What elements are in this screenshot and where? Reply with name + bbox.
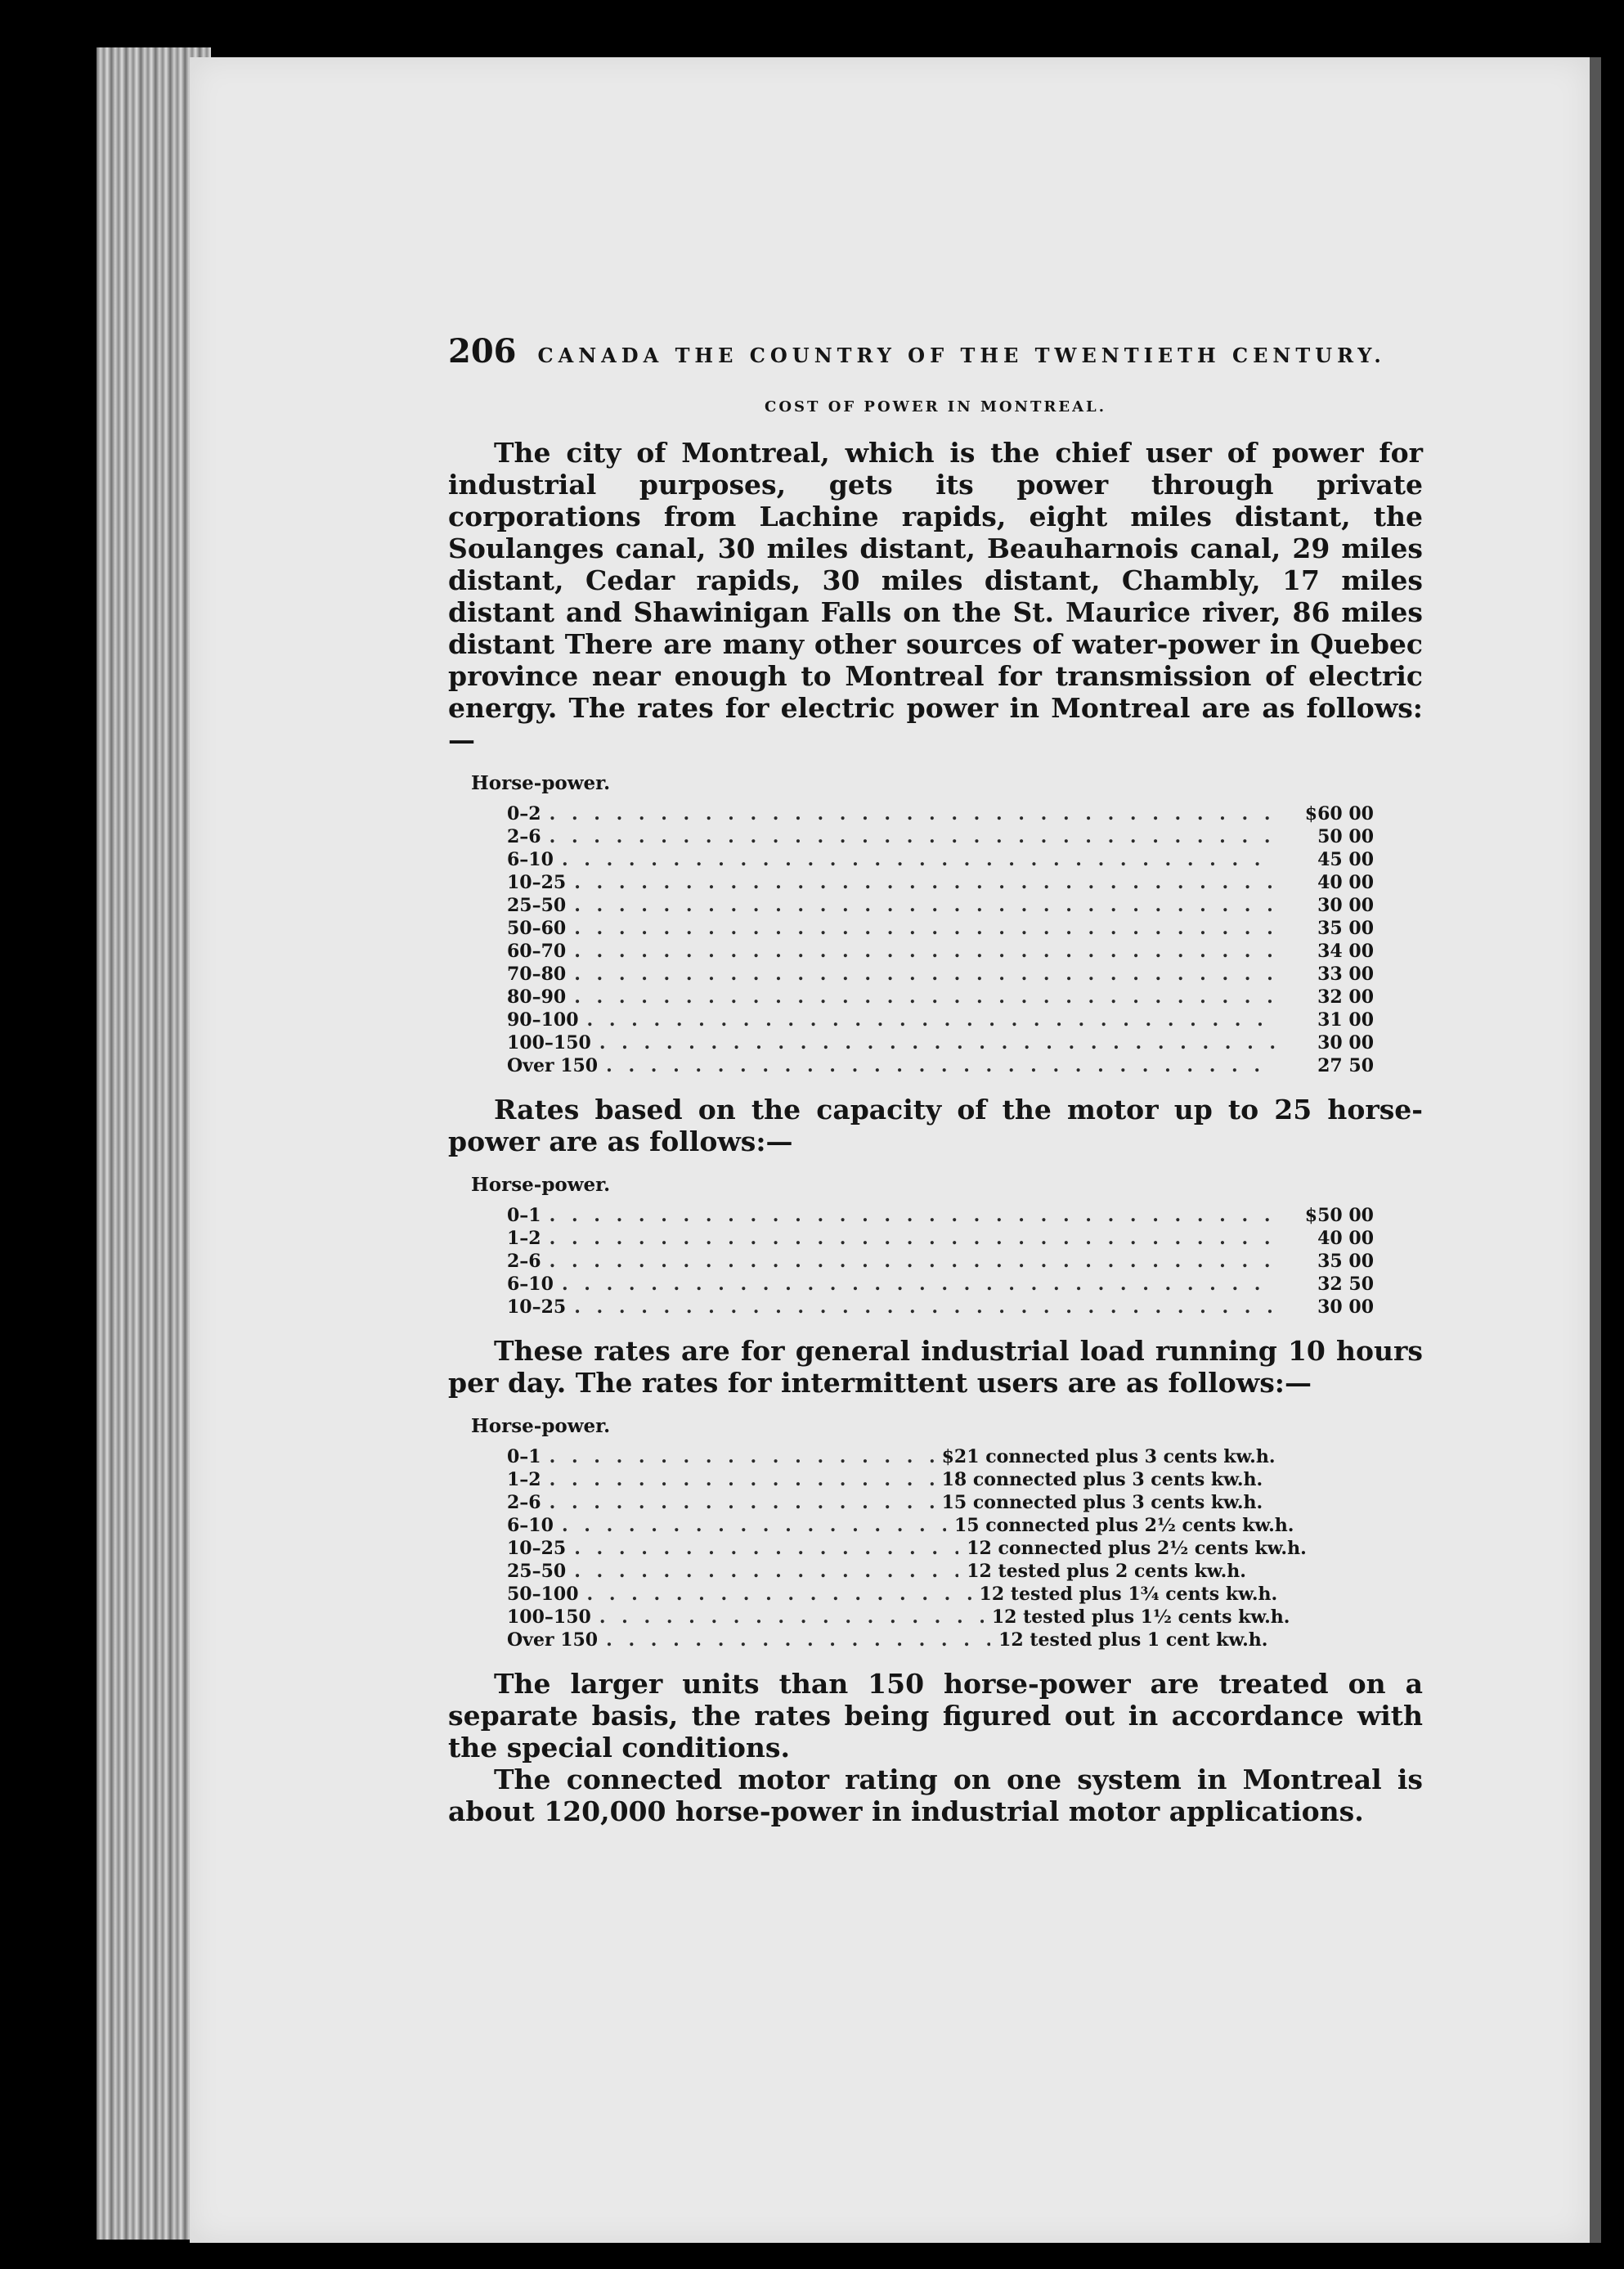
section-title: COST OF POWER IN MONTREAL. [765, 398, 1106, 416]
horse-power-range: 10–25 [507, 872, 567, 893]
rate-row [507, 986, 1374, 1009]
rate-row [507, 1445, 1357, 1468]
rate-value: 50 00 [1317, 826, 1374, 847]
dot-leaders [574, 917, 1276, 940]
dot-leaders [574, 1296, 1276, 1319]
rate-value: 30 00 [1317, 1296, 1374, 1318]
rate-row [507, 1491, 1357, 1514]
dot-leaders [574, 894, 1276, 917]
rate-value: $21 connected plus 3 cents kw.h. [941, 1446, 1276, 1467]
rate-row [507, 894, 1374, 917]
running-title: CANADA THE COUNTRY OF THE TWENTIETH CENTURY. [537, 344, 1386, 367]
motor-capacity-label: Horse-power. [471, 1174, 611, 1196]
horse-power-range: 60–70 [507, 941, 567, 962]
horse-power-range: Over 150 [507, 1055, 599, 1076]
dot-leaders [599, 1031, 1276, 1054]
rate-value: 33 00 [1317, 964, 1374, 985]
rate-row [507, 1054, 1374, 1077]
larger-units-paragraph: The larger units than 150 horse-power are treated on a separate basis, the rates being figured out in accordance with the special conditions. [448, 1668, 1423, 1764]
rate-value: 15 connected plus 3 cents kw.h. [941, 1492, 1263, 1513]
rate-value: 18 connected plus 3 cents kw.h. [941, 1469, 1263, 1490]
horse-power-range: 10–25 [507, 1538, 567, 1559]
dot-leaders [550, 1445, 934, 1468]
rate-value: 15 connected plus 2½ cents kw.h. [953, 1515, 1294, 1536]
dot-leaders [550, 1204, 1276, 1227]
dot-leaders [550, 1250, 1276, 1273]
electric-rates-label: Horse-power. [471, 772, 611, 794]
rate-value: 12 connected plus 2½ cents kw.h. [967, 1538, 1307, 1559]
rate-row [507, 1296, 1374, 1319]
dot-leaders [550, 825, 1276, 848]
rate-row [507, 963, 1374, 986]
rate-row [507, 1560, 1357, 1583]
rate-value: 12 tested plus 1 cent kw.h. [998, 1629, 1268, 1651]
horse-power-range: 6–10 [507, 1515, 554, 1536]
horse-power-range: 50–100 [507, 1584, 579, 1605]
horse-power-range: 6–10 [507, 849, 554, 870]
rate-row [507, 1514, 1357, 1537]
horse-power-range: 100–150 [507, 1606, 591, 1628]
page-shadow [1590, 57, 1601, 2243]
rate-value: 45 00 [1317, 849, 1374, 870]
rate-row [507, 1227, 1374, 1250]
dot-leaders [599, 1606, 984, 1629]
rate-value: 12 tested plus 1¾ cents kw.h. [979, 1584, 1278, 1605]
dot-leaders [587, 1009, 1276, 1031]
dot-leaders [574, 871, 1276, 894]
rate-value: 40 00 [1317, 872, 1374, 893]
horse-power-range: 50–60 [507, 918, 567, 939]
connected-rating-paragraph: The connected motor rating on one system in Montreal is about 120,000 horse-power in industrial motor applications. [448, 1764, 1423, 1827]
rate-value: $50 00 [1304, 1205, 1374, 1226]
horse-power-range: 25–50 [507, 1561, 567, 1582]
horse-power-range: 80–90 [507, 986, 567, 1008]
rate-value: 35 00 [1317, 1251, 1374, 1272]
rate-row [507, 1537, 1357, 1560]
horse-power-range: 0–2 [507, 803, 541, 824]
dot-leaders [574, 963, 1276, 986]
rate-row [507, 917, 1374, 940]
dot-leaders [574, 940, 1276, 963]
dot-leaders [587, 1583, 971, 1606]
dot-leaders [550, 1491, 934, 1514]
horse-power-range: 100–150 [507, 1032, 591, 1054]
rate-row [507, 1468, 1357, 1491]
running-head [448, 332, 1423, 371]
rate-row [507, 1009, 1374, 1031]
rate-row [507, 1629, 1357, 1651]
dot-leaders [562, 848, 1276, 871]
horse-power-range: 90–100 [507, 1009, 579, 1031]
rate-value: 32 00 [1317, 986, 1374, 1008]
horse-power-range: 6–10 [507, 1274, 554, 1295]
horse-power-range: 2–6 [507, 1492, 541, 1513]
horse-power-range: 70–80 [507, 964, 567, 985]
rate-row [507, 1606, 1357, 1629]
page-number: 206 [448, 332, 517, 371]
horse-power-range: 0–1 [507, 1205, 541, 1226]
rate-row [507, 1273, 1374, 1296]
horse-power-range: 10–25 [507, 1296, 567, 1318]
rate-row [507, 1204, 1374, 1227]
rate-row [507, 825, 1374, 848]
dot-leaders [562, 1514, 946, 1537]
rate-value: 30 00 [1317, 895, 1374, 916]
rate-row [507, 940, 1374, 963]
rate-row [507, 848, 1374, 871]
horse-power-range: 2–6 [507, 1251, 541, 1272]
horse-power-range: Over 150 [507, 1629, 599, 1651]
rate-row [507, 802, 1374, 825]
rate-value: 12 tested plus 2 cents kw.h. [967, 1561, 1246, 1582]
dot-leaders [550, 802, 1276, 825]
rate-value: 34 00 [1317, 941, 1374, 962]
dot-leaders [574, 1537, 958, 1560]
horse-power-range: 1–2 [507, 1469, 541, 1490]
rate-value: 30 00 [1317, 1032, 1374, 1054]
rate-row [507, 1250, 1374, 1273]
page-content [448, 332, 1423, 1827]
rate-value: 40 00 [1317, 1228, 1374, 1249]
rate-value: 12 tested plus 1½ cents kw.h. [991, 1606, 1290, 1628]
motor-capacity-table [507, 1204, 1374, 1319]
dot-leaders [574, 1560, 958, 1583]
horse-power-range: 25–50 [507, 895, 567, 916]
dot-leaders [606, 1629, 990, 1651]
rate-value: 32 50 [1317, 1274, 1374, 1295]
horse-power-range: 1–2 [507, 1228, 541, 1249]
intermittent-rates-label: Horse-power. [471, 1415, 611, 1437]
dot-leaders [550, 1468, 934, 1491]
horse-power-range: 2–6 [507, 826, 541, 847]
rate-row [507, 1031, 1374, 1054]
dot-leaders [550, 1227, 1276, 1250]
rate-value: 35 00 [1317, 918, 1374, 939]
general-load-paragraph: These rates are for general industrial load running 10 hours per day. The rates for intermittent users are as follows:— [448, 1335, 1423, 1399]
motor-capacity-paragraph: Rates based on the capacity of the motor up to 25 horse-power are as follows:— [448, 1094, 1423, 1157]
rate-value: 31 00 [1317, 1009, 1374, 1031]
rate-value: 27 50 [1317, 1055, 1374, 1076]
rate-value: $60 00 [1304, 803, 1374, 824]
intermittent-rates-table [507, 1445, 1357, 1651]
dot-leaders [562, 1273, 1276, 1296]
horse-power-range: 0–1 [507, 1446, 541, 1467]
intro-paragraph: The city of Montreal, which is the chief user of power for industrial purposes, gets its power through private corporations from Lachine rapids, eight miles distant, the Soulanges canal, 30 miles distant, Beauharnois canal, 29 miles distant, Cedar rapids, 30 miles distant, Chambly, 17 miles distant and Shawinigan Falls on the St. Maurice river, 86 miles distant There are many other sources of water-power in Quebec province near enough to Montreal for transmission of electric energy. The rates for electric power in Montreal are as follows:— [448, 437, 1423, 756]
dot-leaders [606, 1054, 1276, 1077]
dot-leaders [574, 986, 1276, 1009]
electric-rates-table [507, 802, 1374, 1077]
rate-row [507, 1583, 1357, 1606]
rate-row [507, 871, 1374, 894]
